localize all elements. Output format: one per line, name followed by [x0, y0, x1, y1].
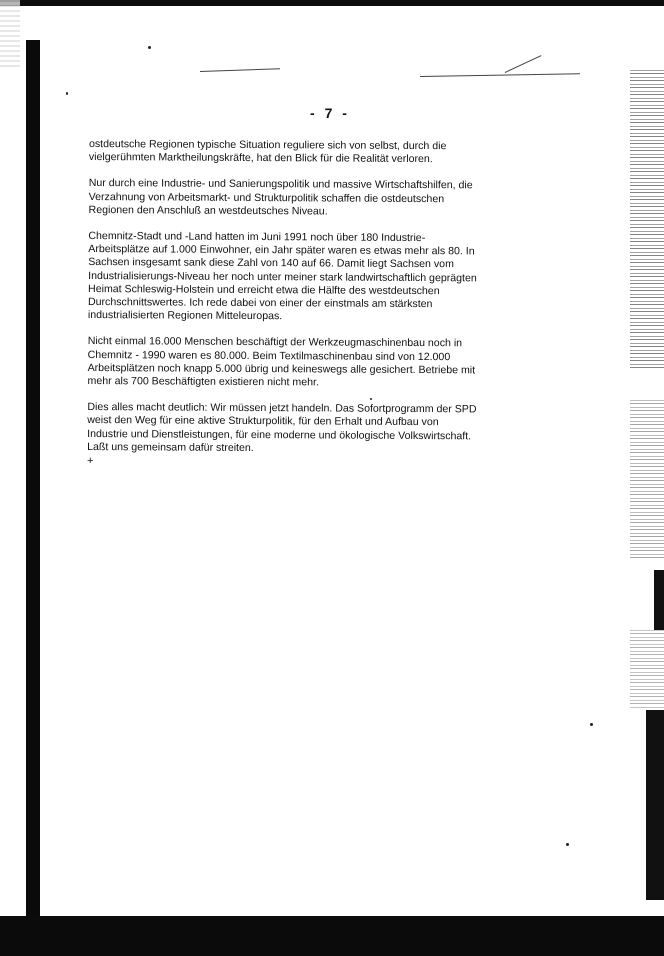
text-line: Chemnitz - 1990 waren es 80.000. Beim Textilmaschinenbau sind von 12.000 [87, 348, 451, 363]
text-line: Nicht einmal 16.000 Menschen beschäftigt der Werkzeugmaschinenbau noch in [87, 335, 463, 350]
scan-speck [148, 46, 151, 49]
scan-scratch [505, 55, 542, 73]
scan-scratch [420, 73, 580, 77]
scan-scratch [200, 68, 280, 72]
text-line: weist den Weg für eine aktive Strukturpolitik, für den Erhalt und Aufbau von [87, 414, 439, 429]
paragraph [89, 138, 529, 167]
text-line: ostdeutsche Regionen typische Situation reguliere sich von selbst, durch die [88, 138, 447, 153]
text-line: Durchschnittswertes. Ich rede dabei von einer der einstmals am stärksten [87, 296, 433, 311]
text-line: vielgerühmten Marktheilungskräfte, hat den Blick für die Realität verloren. [88, 151, 433, 166]
text-line: Nur durch eine Industrie- und Sanierungspolitik und massive Wirtschaftshilfen, die [88, 177, 473, 192]
text-line: Regionen den Anschluß an westdeutsches Niveau. [88, 203, 328, 218]
end-mark: + [86, 455, 94, 468]
scan-left-noise [0, 0, 20, 70]
scan-bottom-border [0, 916, 664, 956]
document-body [87, 138, 529, 470]
text-line: Arbeitsplätzen noch knapp 5.000 übrig und keineswegs alle gesichert. Betriebe mit [87, 361, 476, 377]
text-line: Arbeitsplätze auf 1.000 Einwohner, ein Jahr später waren es etwas mehr als 80. In [88, 243, 475, 258]
text-line: industrialisierten Regionen Mitteleuropas. [87, 309, 283, 323]
text-line: Industrie und Dienstleistungen, für eine moderne und ökologische Volkswirtschaft. [87, 427, 472, 442]
scan-speck [590, 723, 593, 726]
scan-right-noise [630, 70, 664, 900]
text-line: Industrialisierungs-Niveau her noch unter meiner stark landwirtschaftlich geprägten [88, 269, 477, 284]
scan-left-shadow [26, 40, 40, 918]
text-line: Laßt uns gemeinsam dafür streiten. [87, 440, 254, 454]
text-line: Chemnitz-Stadt und -Land hatten im Juni 1991 noch über 180 Industrie- [88, 230, 426, 245]
paragraph [87, 401, 527, 456]
paragraph [87, 335, 527, 390]
text-line: Dies alles macht deutlich: Wir müssen jetzt handeln. Das Sofortprogramm der SPD [87, 401, 477, 416]
text-line: Verzahnung von Arbeitsmarkt- und Strukturpolitik schaffen die ostdeutschen [88, 190, 445, 205]
paragraph [89, 177, 529, 219]
scan-speck [566, 843, 569, 846]
text-line: Heimat Schleswig-Holstein und erreicht etwa die Hälfte des westdeutschen [88, 282, 440, 297]
page-number: - 7 - [310, 105, 350, 121]
scan-speck [66, 92, 68, 95]
text-line: mehr als 700 Beschäftigten existieren nicht mehr. [87, 375, 319, 389]
scan-top-border [0, 0, 664, 6]
paragraph [88, 230, 529, 325]
text-line: Sachsen insgesamt sank diese Zahl von 140 auf 66. Damit liegt Sachsen vom [88, 256, 454, 271]
